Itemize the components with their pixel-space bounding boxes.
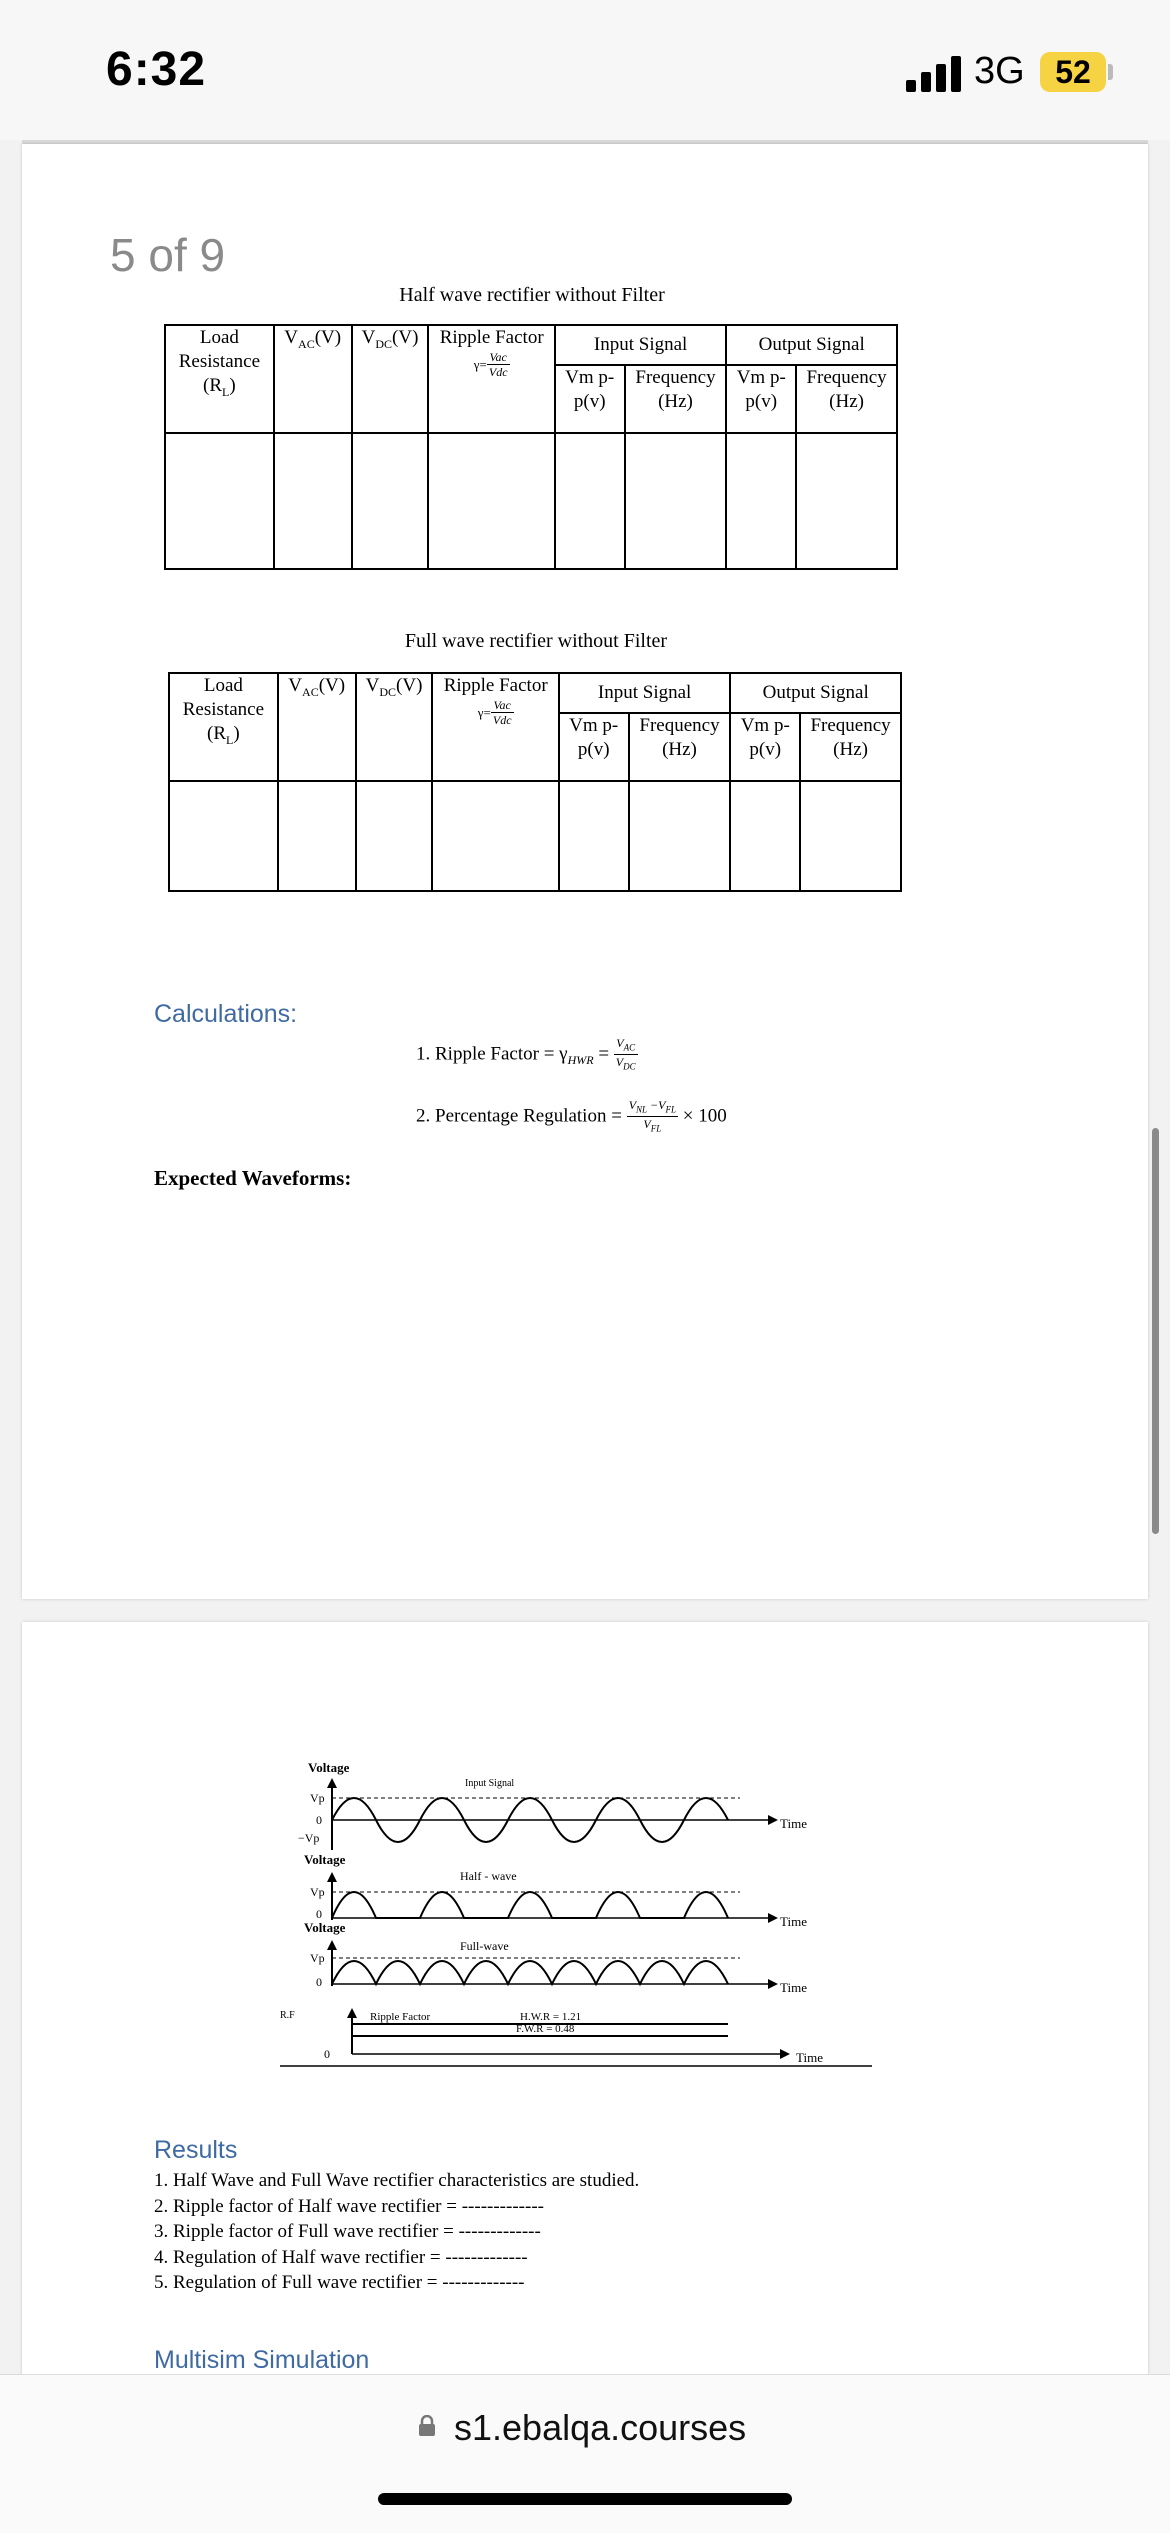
waveform-label-fwr: F.W.R = 0.48 [516, 2023, 575, 2035]
table-cell [559, 781, 629, 891]
half-wave-table-title: Half wave rectifier without Filter [399, 284, 665, 306]
table-cell [428, 433, 554, 569]
result-line: 4. Regulation of Half wave rectifier = ------------- [154, 2247, 528, 2268]
table-cell [555, 433, 625, 569]
result-line: 5. Regulation of Full wave rectifier = ------------- [154, 2272, 525, 2293]
full-wave-table-title: Full wave rectifier without Filter [404, 630, 668, 652]
table-cell [352, 433, 429, 569]
scrollbar[interactable] [1152, 1128, 1159, 1534]
header-vac: $V_{AC}(V)$ [274, 325, 352, 433]
battery-cap [1108, 64, 1113, 80]
table-cell [165, 433, 274, 569]
header-output-signal: Output Signal [730, 673, 901, 713]
header-input-vm: Vm p-p(v) [555, 365, 625, 433]
percentage-regulation-formula: 2. Percentage Regulation = $\frac{V_{NL} -V_{FL}}{V_{FL}}$ × 100 [416, 1098, 727, 1134]
table-cell [274, 433, 352, 569]
header-input-frequency: Frequency (Hz) [629, 713, 731, 781]
result-line: 1. Half Wave and Full Wave rectifier characteristics are studied. [154, 2170, 640, 2191]
home-indicator[interactable] [378, 2493, 792, 2505]
waveform-label-voltage: Voltage [308, 1760, 350, 1775]
table-cell [432, 781, 558, 891]
waveform-label-time: Time [780, 1980, 807, 1995]
address-bar-url[interactable]: s1.ebalqa.courses [454, 2407, 747, 2448]
battery-level: 52 [1055, 54, 1091, 90]
table-cell [730, 781, 800, 891]
header-vdc: $V_{DC}(V)$ [356, 673, 433, 781]
status-bar [0, 0, 1170, 140]
waveform-label-time: Time [780, 1816, 807, 1831]
header-output-frequency: Frequency (Hz) [800, 713, 901, 781]
waveform-label-neg-vp: −Vp [298, 1831, 320, 1845]
browser-bottom-bar [0, 2374, 1170, 2533]
status-time: 6:32 [106, 43, 207, 96]
header-input-signal: Input Signal [559, 673, 731, 713]
full-wave-table [168, 672, 902, 892]
result-line: 2. Ripple factor of Half wave rectifier = ------------- [154, 2196, 544, 2217]
waveform-label-full-wave: Full-wave [460, 1939, 509, 1953]
expected-waveforms-heading: Expected Waveforms: [154, 1166, 352, 1190]
header-ripple-factor: Ripple Factor γ= $\frac{\text{Vac}}{\text{Vdc}}$ [432, 673, 558, 781]
header-load-resistance: Load Resistance $(R_L)$ [165, 325, 274, 433]
result-line: 3. Ripple factor of Full wave rectifier = ------------- [154, 2221, 541, 2242]
header-vdc: $V_{DC}(V)$ [352, 325, 429, 433]
waveform-label-hwr: H.W.R = 1.21 [520, 2011, 582, 2023]
header-output-vm: Vm p-p(v) [730, 713, 800, 781]
page-counter: 5 of 9 [110, 229, 226, 281]
header-output-vm: Vm p-p(v) [726, 365, 796, 433]
header-vac: $V_{AC}(V)$ [278, 673, 356, 781]
header-ripple-factor: Ripple Factor γ= $\frac{\text{Vac}}{\text{Vdc}}$ [428, 325, 554, 433]
network-type: 3G [974, 50, 1025, 92]
waveform-label-voltage: Voltage [304, 1920, 346, 1935]
waveform-label-zero: 0 [324, 2047, 330, 2061]
results-heading: Results [154, 2136, 238, 2164]
header-output-signal: Output Signal [726, 325, 897, 365]
waveform-label-time: Time [780, 1914, 807, 1929]
waveform-label-vp: Vp [310, 1885, 325, 1899]
table-cell [169, 781, 278, 891]
battery-icon [1040, 52, 1106, 92]
waveform-label-zero: 0 [316, 1975, 322, 1989]
header-input-signal: Input Signal [555, 325, 727, 365]
waveform-label-vp: Vp [310, 1791, 325, 1805]
header-load-resistance: Load Resistance $(R_L)$ [169, 673, 278, 781]
table-cell [356, 781, 433, 891]
header-output-frequency: Frequency (Hz) [796, 365, 897, 433]
expected-waveforms-figure [280, 1754, 880, 2074]
table-cell [726, 433, 796, 569]
waveform-label-zero: 0 [316, 1907, 322, 1921]
waveform-label-ripple-factor: Ripple Factor [370, 2011, 431, 2023]
multisim-heading: Multisim Simulation [154, 2346, 370, 2374]
table-cell [625, 433, 727, 569]
full-wave-output [332, 1961, 728, 1984]
waveform-label-voltage: Voltage [304, 1852, 346, 1867]
waveform-label-vp: Vp [310, 1951, 325, 1965]
waveform-label-half-wave: Half - wave [460, 1869, 517, 1883]
waveform-label-zero: 0 [316, 1813, 322, 1827]
ripple-factor-formula: 1. Ripple Factor = $\gamma_{HWR}$ = $\frac{V_{AC}}{V_{DC}}$ [416, 1036, 636, 1072]
table-cell [796, 433, 897, 569]
waveform-label-time: Time [796, 2050, 823, 2065]
header-input-vm: Vm p-p(v) [559, 713, 629, 781]
lock-icon [418, 2415, 436, 2437]
half-wave-table [164, 324, 898, 570]
waveform-label-rf: R.F [280, 2010, 295, 2021]
cellular-signal-icon [906, 56, 962, 92]
waveform-label-input-signal: Input Signal [465, 1778, 515, 1789]
half-wave-output [332, 1892, 728, 1918]
table-cell [629, 781, 731, 891]
header-input-frequency: Frequency (Hz) [625, 365, 727, 433]
table-cell [800, 781, 901, 891]
table-cell [278, 781, 356, 891]
calculations-heading: Calculations: [154, 1000, 298, 1028]
